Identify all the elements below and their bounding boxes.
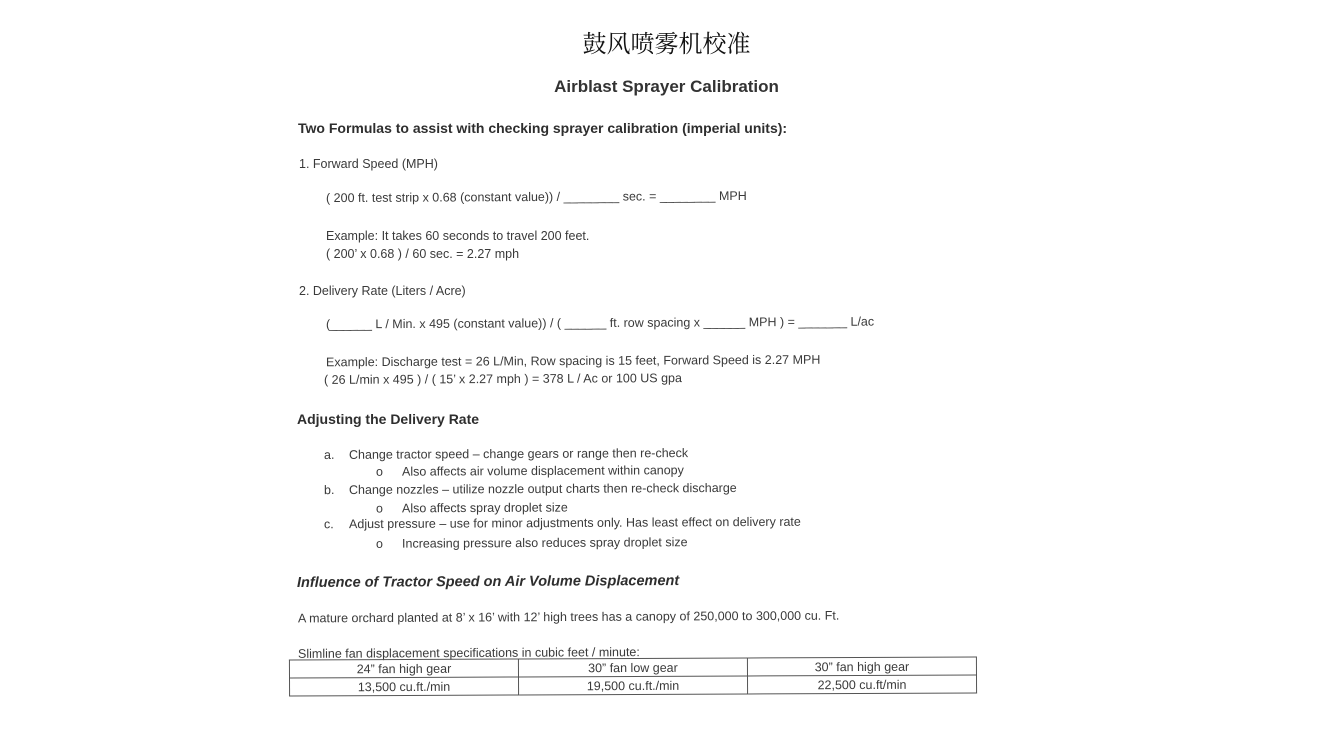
table-cell: 19,500 cu.ft./min — [519, 676, 748, 695]
intro-heading: Two Formulas to assist with checking sprayer calibration (imperial units): — [298, 120, 788, 136]
table-cell: 13,500 cu.ft./min — [290, 677, 519, 696]
influence-heading: Influence of Tractor Speed on Air Volume Displacement — [296, 572, 680, 592]
list-item — [324, 481, 737, 497]
section2-heading: 2. Delivery Rate (Liters / Acre) — [299, 284, 466, 298]
bullet-icon: o — [375, 464, 383, 479]
list-marker: a. — [323, 447, 335, 462]
list-subitem-text: Also affects air volume displacement within canopy — [401, 463, 684, 479]
list-item-text: Change nozzles – utilize nozzle output charts then re-check discharge — [348, 480, 737, 497]
table-caption: Slimline fan displacement specifications in cubic feet / minute: — [297, 645, 640, 661]
list-subitem — [376, 463, 684, 479]
table-header-cell: 30” fan low gear — [518, 658, 747, 677]
section1-formula: ( 200 ft. test strip x 0.68 (constant value)) / ________ sec. = ________ MPH — [325, 188, 747, 206]
list-subitem — [376, 500, 568, 515]
influence-text: A mature orchard planted at 8’ x 16’ with 12’ high trees has a canopy of 250,000 to 300,000 cu. Ft. — [297, 608, 840, 626]
section2-example-line2: ( 26 L/min x 495 ) / ( 15’ x 2.27 mph ) = 378 L / Ac or 100 US gpa — [323, 371, 682, 387]
adjusting-heading: Adjusting the Delivery Rate — [297, 411, 480, 427]
bullet-icon: o — [375, 536, 383, 551]
list-marker: c. — [323, 517, 334, 532]
list-subitem — [376, 535, 688, 551]
list-item-text: Adjust pressure – use for minor adjustments only. Has least effect on delivery rate — [348, 514, 801, 532]
section2-formula: (______ L / Min. x 495 (constant value)) / ( ______ ft. row spacing x ______ MPH ) = _______ L/ac — [325, 314, 875, 332]
page-title: 鼓风喷雾机校准 — [582, 30, 751, 58]
list-item-text: Change tractor speed – change gears or range then re-check — [348, 446, 689, 462]
list-subitem-text: Increasing pressure also reduces spray droplet size — [401, 535, 688, 551]
list-subitem-text: Also affects spray droplet size — [401, 500, 568, 516]
list-item — [324, 515, 801, 531]
table-cell: 22,500 cu.ft/min — [747, 675, 976, 694]
section1-example-line2: ( 200’ x 0.68 ) / 60 sec. = 2.27 mph — [326, 247, 520, 261]
section1-heading: 1. Forward Speed (MPH) — [299, 157, 438, 171]
section2-example-line1: Example: Discharge test = 26 L/Min, Row spacing is 15 feet, Forward Speed is 2.27 MPH — [325, 352, 821, 370]
section1-example-line1: Example: It takes 60 seconds to travel 200 feet. — [326, 229, 590, 243]
bullet-icon: o — [375, 501, 383, 516]
fan-spec-table — [289, 656, 977, 696]
table-header-cell: 30” fan high gear — [747, 657, 976, 676]
list-marker: b. — [323, 483, 335, 498]
table-header-cell: 24” fan high gear — [289, 659, 518, 678]
document-title: Airblast Sprayer Calibration — [554, 77, 779, 96]
list-item — [324, 446, 688, 462]
table-row — [290, 675, 977, 696]
